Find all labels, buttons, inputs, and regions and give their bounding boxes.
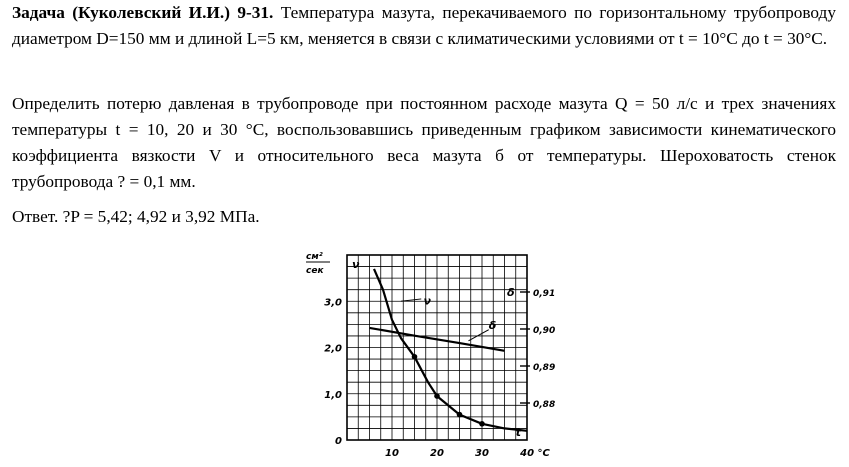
y-unit-numerator: см²: [306, 252, 323, 262]
data-point: [457, 412, 463, 418]
y-unit-denominator: сек: [306, 266, 324, 276]
series-label-relative-weight: δ: [488, 319, 497, 332]
x-tick-label: 20: [430, 448, 444, 459]
right-tick-label: 0,89: [533, 363, 556, 373]
series-label-leader: [469, 330, 489, 341]
y-tick-label: 2,0: [324, 343, 342, 355]
series-label-viscosity: ν: [423, 294, 431, 308]
right-tick-label: 0,91: [533, 289, 556, 299]
problem-answer: Ответ. ?P = 5,42; 4,92 и 3,92 МПа.: [12, 207, 260, 226]
problem-statement: [12, 0, 836, 52]
y-axis-label: ν: [352, 258, 360, 271]
y-tick-label: 0: [335, 436, 342, 447]
y-tick-label: 1,0: [324, 389, 342, 401]
x-tick-label: 10: [385, 448, 399, 459]
x-tick-label: 30: [475, 448, 489, 459]
data-point: [479, 421, 485, 427]
viscosity-chart: [300, 245, 570, 462]
problem-task: Определить потерю давленая в трубопроводе при постоянном расходе мазута Q = 50 л/с и трех значениях температуры t = 10, 20 и 30 °C, воспользовавшись приведенным графиком зависимости кинематического коэффициента вязкости V и относительного веса мазута б от температуры. Шероховатость стенок трубопровода ? = 0,1 мм.: [12, 94, 836, 191]
chart-svg: [300, 245, 570, 462]
x-tick-label: 40 °C: [520, 448, 550, 459]
right-tick-label: 0,88: [533, 400, 556, 410]
problem-heading: Задача (Куколевский И.И.) 9-31.: [12, 3, 274, 22]
y-tick-label: 3,0: [324, 297, 342, 309]
problem-paragraph-1: Температура мазута, перекачиваемого по горизонтальному трубопроводу диаметром D=150 мм и длиной L=5 км, меняется в связи с климатическими условиями от t = 10°C до t = 30°C.: [12, 3, 836, 48]
x-axis-label: t: [515, 426, 522, 439]
right-axis-label: δ: [507, 286, 515, 299]
data-point: [412, 354, 418, 360]
right-tick-label: 0,90: [533, 326, 556, 336]
data-point: [434, 393, 440, 399]
